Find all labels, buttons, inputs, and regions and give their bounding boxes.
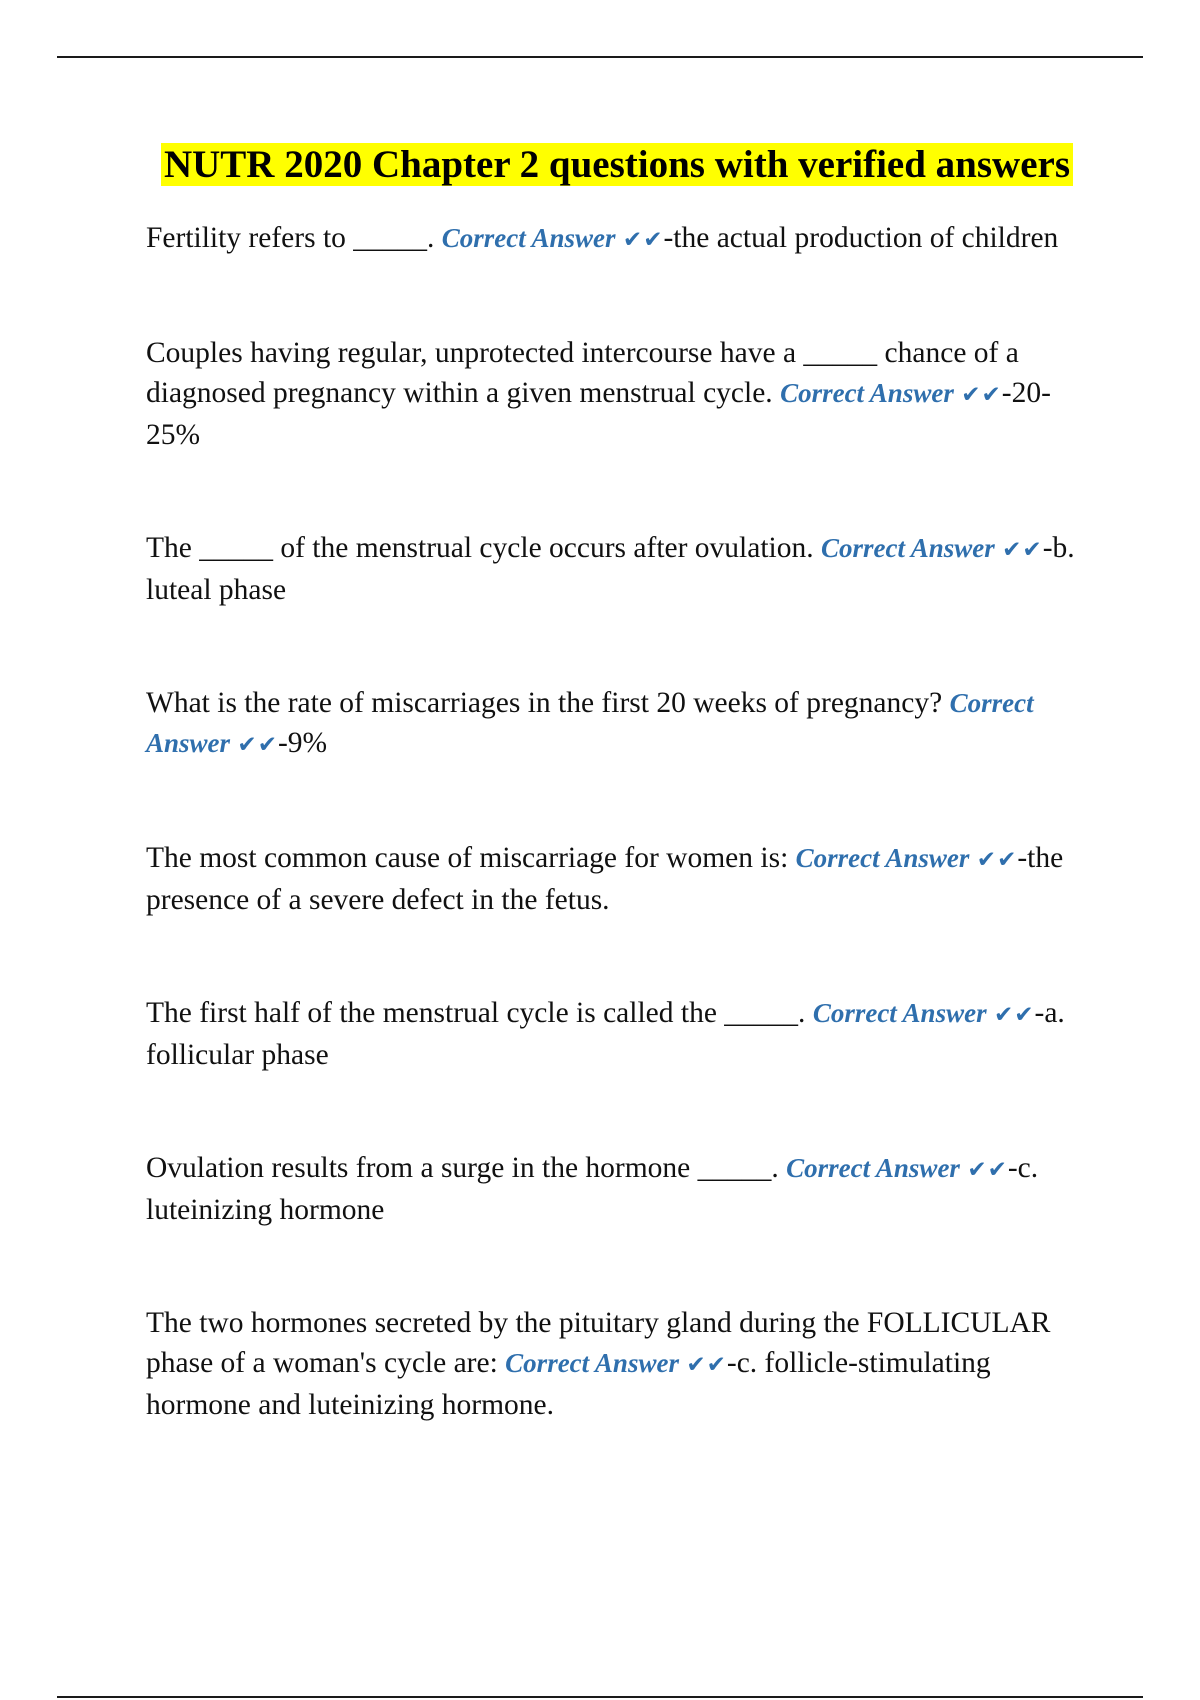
double-checkmark-icon: ✔✔ bbox=[237, 732, 278, 758]
answer-text: -9% bbox=[277, 727, 328, 759]
qa-item-1 bbox=[146, 218, 1088, 260]
correct-answer-label: Correct Answer bbox=[786, 1153, 960, 1183]
qa-item-7 bbox=[146, 1148, 1088, 1230]
answer-text: -the presence of a severe defect in the fetus. bbox=[146, 842, 1064, 916]
question-text: The first half of the menstrual cycle is called the _____. bbox=[146, 997, 813, 1029]
double-checkmark-icon: ✔✔ bbox=[967, 1157, 1008, 1183]
qa-item-5 bbox=[146, 838, 1088, 920]
correct-answer-label: Correct Answer bbox=[146, 688, 1034, 758]
question-text: Ovulation results from a surge in the hormone _____. bbox=[146, 1152, 787, 1184]
correct-answer-label: Correct Answer bbox=[812, 998, 987, 1028]
question-text: The most common cause of miscarriage for women is: bbox=[146, 842, 796, 874]
answer-text: -a. follicular phase bbox=[146, 997, 1065, 1071]
question-text: The _____ of the menstrual cycle occurs after ovulation. bbox=[146, 532, 821, 564]
correct-answer-label: Correct Answer bbox=[505, 1348, 679, 1378]
page-title: NUTR 2020 Chapter 2 questions with verified answers bbox=[161, 143, 1073, 186]
answer-text: -c. follicle-stimulating hormone and luteinizing hormone. bbox=[146, 1347, 991, 1421]
answer-text: -the actual production of children bbox=[663, 222, 1059, 254]
correct-answer-label: Correct Answer bbox=[795, 843, 970, 873]
answer-text: -c. luteinizing hormone bbox=[146, 1152, 1039, 1226]
answer-text: -b. luteal phase bbox=[146, 532, 1075, 606]
double-checkmark-icon: ✔✔ bbox=[622, 227, 664, 253]
double-checkmark-icon: ✔✔ bbox=[686, 1352, 727, 1378]
question-text: The two hormones secreted by the pituitary gland during the FOLLICULAR phase of a woman's cycle are: bbox=[146, 1307, 1051, 1379]
correct-answer-label: Correct Answer bbox=[441, 223, 616, 253]
correct-answer-label: Correct Answer bbox=[821, 533, 995, 563]
title-block bbox=[146, 142, 1088, 196]
double-checkmark-icon: ✔✔ bbox=[1002, 537, 1043, 563]
qa-item-8 bbox=[146, 1303, 1088, 1425]
qa-item-3 bbox=[146, 528, 1088, 610]
double-checkmark-icon: ✔✔ bbox=[976, 847, 1018, 873]
qa-item-4 bbox=[146, 683, 1088, 765]
correct-answer-label: Correct Answer bbox=[780, 378, 954, 408]
question-text: What is the rate of miscarriages in the first 20 weeks of pregnancy? bbox=[146, 687, 950, 719]
question-text: Fertility refers to _____. bbox=[146, 222, 442, 254]
document-body bbox=[146, 142, 1088, 1425]
question-text: Couples having regular, unprotected intercourse have a _____ chance of a diagnosed pregnancy within a given menstrual cycle. bbox=[146, 337, 1019, 409]
answer-text: -20-25% bbox=[146, 377, 1051, 451]
bottom-rule bbox=[57, 1696, 1143, 1698]
double-checkmark-icon: ✔✔ bbox=[993, 1002, 1035, 1028]
double-checkmark-icon: ✔✔ bbox=[961, 382, 1002, 408]
top-rule bbox=[57, 56, 1143, 58]
qa-item-6 bbox=[146, 993, 1088, 1075]
qa-item-2 bbox=[146, 333, 1088, 455]
